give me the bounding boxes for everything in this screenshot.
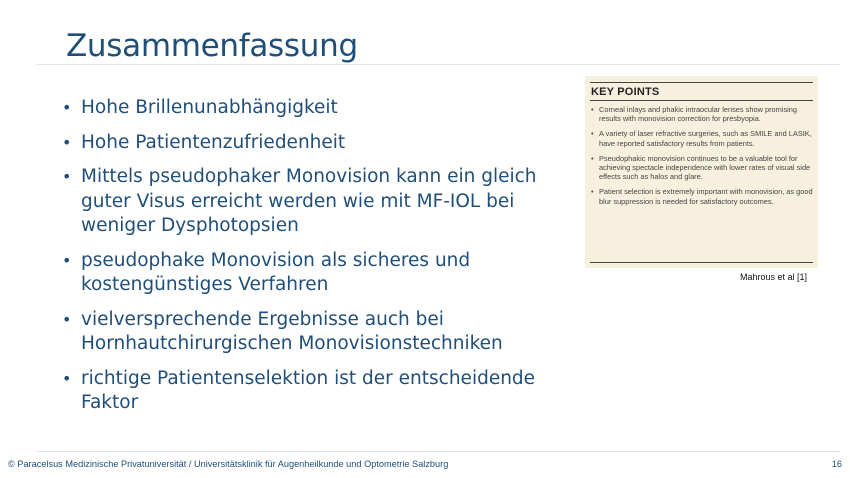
bullet-icon: • (591, 187, 594, 197)
key-point-item (590, 187, 813, 205)
key-point-item (590, 129, 813, 147)
slide-title: Zusammenfassung (66, 28, 358, 64)
bullet-item (62, 367, 562, 416)
bullet-icon: • (591, 129, 594, 139)
key-point-item (590, 154, 813, 182)
bullet-text: richtige Patientenselektion ist der entscheidende Faktor (81, 367, 536, 413)
bullet-text: Hohe Brillenunabhängigkeit (81, 97, 338, 118)
footer-text: © Paracelsus Medizinische Privatuniversität / Universitätsklinik für Augenheilkunde und Optometrie Salzburg (8, 459, 449, 469)
key-point-text: Pseudophakic monovision continues to be a valuable tool for achieving spectacle independence with lower rates of visual side effects such as halos and glare. (599, 153, 811, 182)
bullet-item (62, 165, 562, 239)
bullet-item (62, 308, 562, 357)
bullet-icon: • (591, 153, 594, 163)
bullet-icon: • (62, 132, 72, 152)
bullet-icon: • (62, 309, 72, 329)
bullet-icon: • (62, 167, 72, 186)
bullet-text: pseudophake Monovision als sicheres und kostengünstiges Verfahren (81, 249, 471, 295)
key-point-item (590, 105, 813, 123)
bullet-icon: • (62, 98, 72, 117)
bullet-item (62, 249, 562, 298)
footer-divider (36, 451, 840, 452)
bullet-icon: • (591, 105, 594, 114)
key-points-title: KEY POINTS (591, 86, 660, 98)
citation: Mahrous et al [1] (740, 272, 808, 282)
key-point-text: Patient selection is extremely important with monovision, as good blur suppression is needed for satisfactory outcomes. (599, 187, 813, 206)
bullet-item (62, 131, 562, 156)
bullet-text: Hohe Patientenzufriedenheit (81, 131, 346, 153)
bullet-icon: • (62, 368, 72, 388)
key-point-text: Corneal inlays and phakic intraocular lenses show promising results with monovision correction for presbyopia. (599, 105, 798, 124)
key-points-list (590, 105, 813, 206)
bullet-icon: • (62, 250, 72, 270)
bullet-item (62, 96, 562, 121)
key-points-bottom-rule (590, 262, 813, 263)
title-divider (36, 64, 840, 65)
key-point-text: A variety of laser refractive surgeries, such as SMILE and LASIK, have reported satisfactory results from patients. (599, 129, 812, 148)
bullet-list (62, 96, 562, 426)
key-points-title-rule (590, 100, 813, 101)
bullet-text: Mittels pseudophaker Monovision kann ein gleich guter Visus erreicht werden wie mit MF-IOL bei weniger Dysphotopsien (81, 166, 537, 236)
key-points-box (585, 76, 818, 268)
page-number: 16 (831, 459, 842, 469)
bullet-text: vielversprechende Ergebnisse auch bei Hornhautchirurgischen Monovisionstechniken (81, 308, 503, 354)
